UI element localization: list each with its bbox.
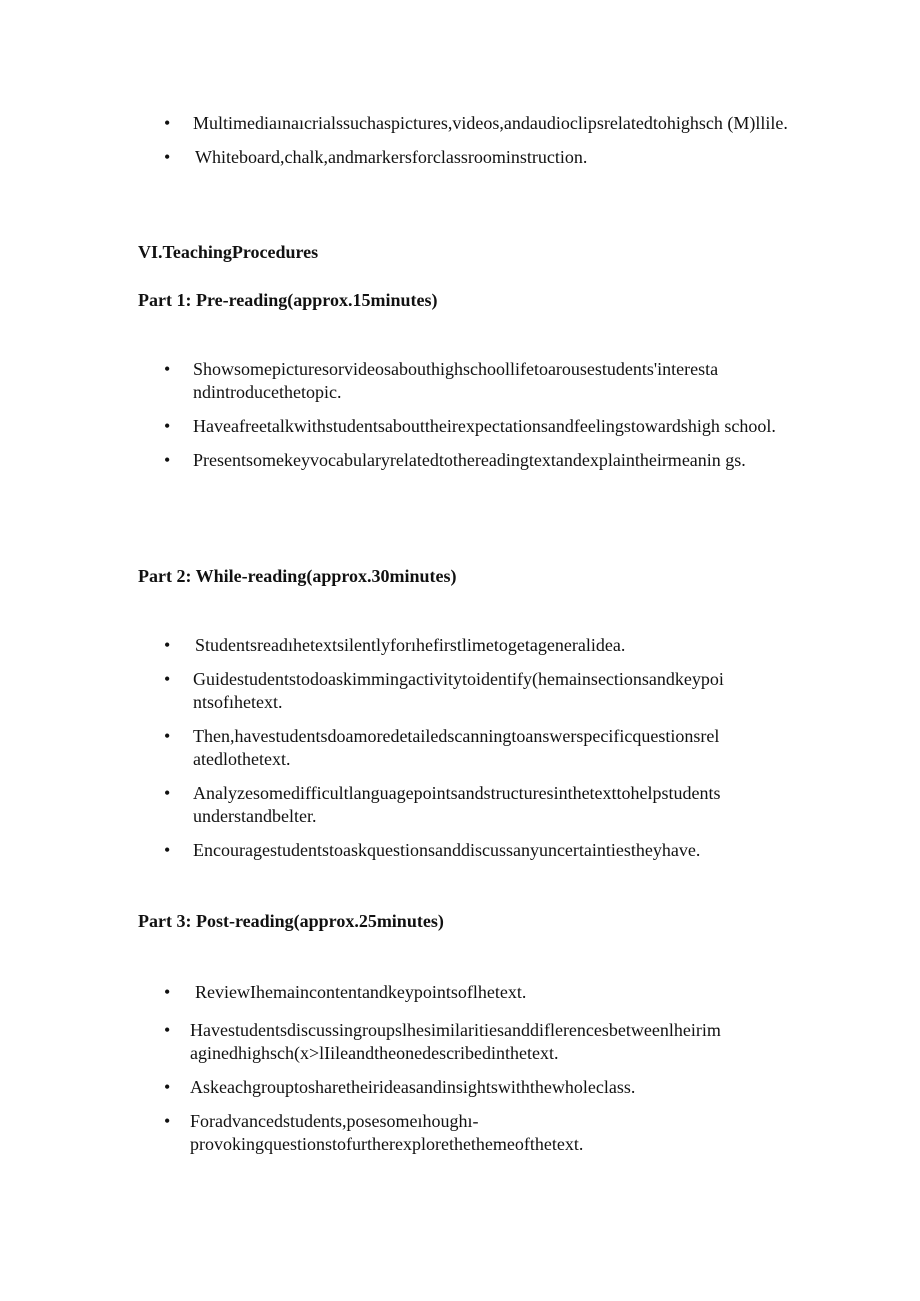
list-item: • Showsomepicturesorvideosabouthighschoollifetoarousestudents'interesta ndintroducethetopic. — [164, 359, 719, 402]
materials-list — [160, 112, 800, 180]
list-item: • Encouragestudentstoaskquestionsanddiscussanyuncertaintiestheyhave. — [164, 840, 701, 860]
list-item: • Whiteboard,chalk,andmarkersforclassroominstruction. — [164, 147, 588, 167]
list-item: • Foradvancedstudents,posesomeıhoughı- provokingquestionstofurtherexplorethethemeofthetext. — [164, 1111, 584, 1154]
part1-heading: Part 1: Pre-reading(approx.15minutes) — [138, 290, 438, 310]
list-item: • Presentsomekeyvocabularyrelatedtothereadingtextandexplaintheirmeanin gs. — [164, 450, 746, 470]
list-item: • Then,havestudentsdoamoredetailedscanningtoanswerspecificquestionsrel atedlothetext. — [164, 726, 720, 769]
part2-heading: Part 2: While-reading(approx.30minutes) — [138, 566, 457, 586]
list-item: • Guidestudentstodoaskimmingactivitytoidentify(hemainsectionsandkeypoi ntsofıhetext. — [164, 669, 724, 712]
list-item: • Analyzesomedifficultlanguagepointsandstructuresinthetexttohelpstudents understandbelter. — [164, 783, 721, 826]
list-item: • Multimediaınaıcrialssuchaspictures,videos,andaudioclipsrelatedtohighsch (M)llile. — [164, 113, 788, 133]
part3-heading: Part 3: Post-reading(approx.25minutes) — [138, 911, 444, 931]
list-item: • Haveafreetalkwithstudentsabouttheirexpectationsandfeelingstowardshigh school. — [164, 416, 776, 436]
list-item: • Havestudentsdiscussingroupslhesimilaritiesanddiflerencesbetweenlheirim aginedhighsch(x>lIileandtheonedescribedinthetext. — [164, 1020, 721, 1063]
part1-list — [160, 358, 800, 483]
list-item: • Askeachgrouptosharetheirideasandinsightswiththewholeclass. — [164, 1077, 636, 1097]
list-item: • ReviewIhemaincontentandkeypointsoflhetext. — [164, 982, 527, 1002]
list-item: • Studentsreadıhetextsilentlyforıhefirstlimetogetageneralidea. — [164, 635, 626, 655]
section-heading: VI.TeachingProcedures — [138, 242, 319, 262]
part2-list — [160, 634, 800, 873]
part3-list — [160, 981, 800, 1167]
